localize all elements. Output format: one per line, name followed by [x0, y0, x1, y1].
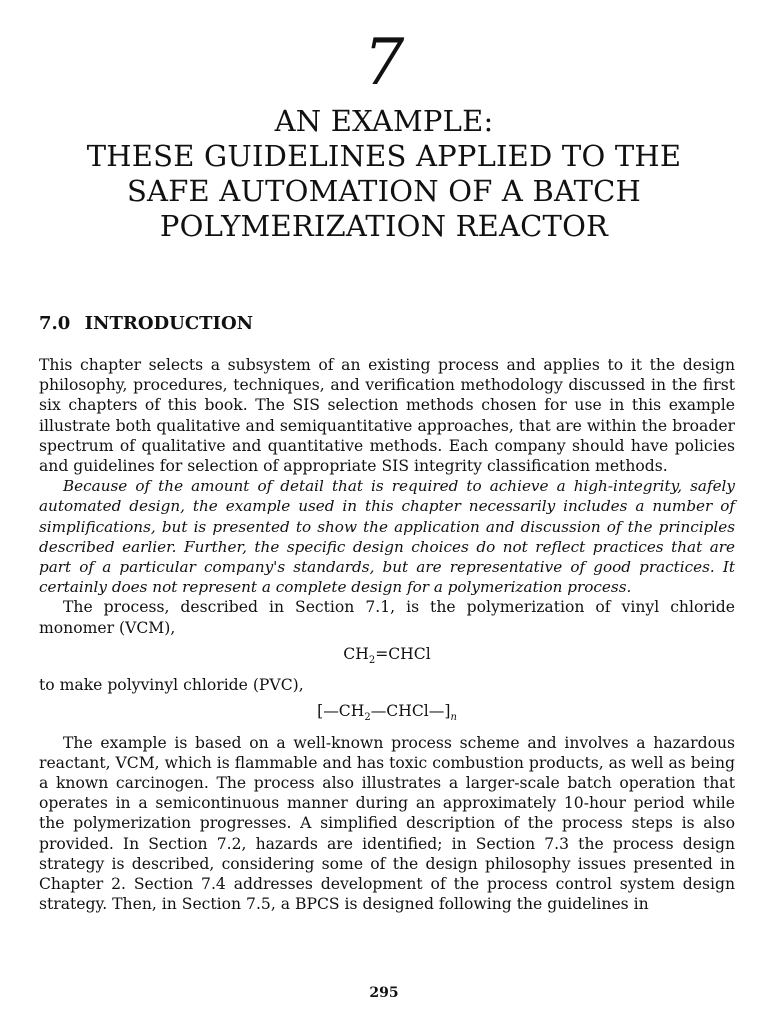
vcm-formula-subscript: 2 — [368, 654, 376, 666]
section-number: 7.0 — [39, 313, 71, 334]
body-text — [39, 355, 735, 915]
section-heading — [39, 311, 253, 337]
vcm-formula-part: =CHCl — [375, 644, 431, 663]
paragraph-intro: This chapter selects a subsystem of an existing process and applies to it the design philosophy, procedures, techniques, and verification methodology discussed in the first six chapters of this book. The SIS selection methods chosen for use in this example illustrate both qualitative and semiquantitative approaches, that are within the broader spectrum of qualitative and quantitative methods. Each company should have policies and guidelines for selection of appropriate SIS integrity classification methods. — [39, 356, 735, 476]
chapter-title — [30, 104, 738, 244]
chapter-title-line: SAFE AUTOMATION OF A BATCH — [126, 174, 641, 208]
pvc-formula-subscript: 2 — [364, 712, 371, 724]
paragraph-pvc: to make polyvinyl chloride (PVC), — [39, 676, 304, 695]
vcm-formula-part: CH — [343, 644, 369, 663]
chapter-title-line: AN EXAMPLE: — [274, 104, 494, 138]
paragraph-process: The process, described in Section 7.1, is the polymerization of vinyl chloride monomer (VCM), — [39, 598, 735, 637]
paragraph-example: The example is based on a well-known process scheme and involves a hazardous reactant, VCM, which is flammable and has toxic combustion products, as well as being a known carcinogen. The process also illustrates a larger-scale batch operation that operates in a semicontinuous manner during an approximately 10-hour period while the polymerization progresses. A simplified description of the process steps is also provided. In Section 7.2, hazards are identified; in Section 7.3 the process design strategy is described, considering some of the design philosophy issues presented in Chapter 2. Section 7.4 addresses development of the process control system design strategy. Then, in Section 7.5, a BPCS is designed following the guidelines in — [39, 733, 735, 914]
pvc-formula-n: n — [450, 712, 457, 724]
paragraph-italic-note: Because of the amount of detail that is required to achieve a high-integrity, safely automated design, the example used in this chapter necessarily includes a number of simplifications, but is presented to show the application and discussion of the principles described earlier. Further, the specific design choices do not reflect practices that are part of a particular company's standards, but are representative of good practices. It certainly does not represent a complete design for a polymerization process. — [39, 477, 735, 597]
pvc-formula-part: —CHCl—] — [370, 702, 451, 721]
pvc-formula-part: [—CH — [317, 702, 365, 721]
chapter-title-line: THESE GUIDELINES APPLIED TO THE — [86, 139, 682, 173]
vcm-formula — [39, 644, 735, 671]
pvc-formula — [39, 701, 735, 728]
chapter-title-line: POLYMERIZATION REACTOR — [159, 209, 609, 243]
section-title: INTRODUCTION — [84, 313, 254, 334]
chapter-number: 7 — [363, 26, 405, 100]
page-number: 295 — [369, 985, 399, 1001]
